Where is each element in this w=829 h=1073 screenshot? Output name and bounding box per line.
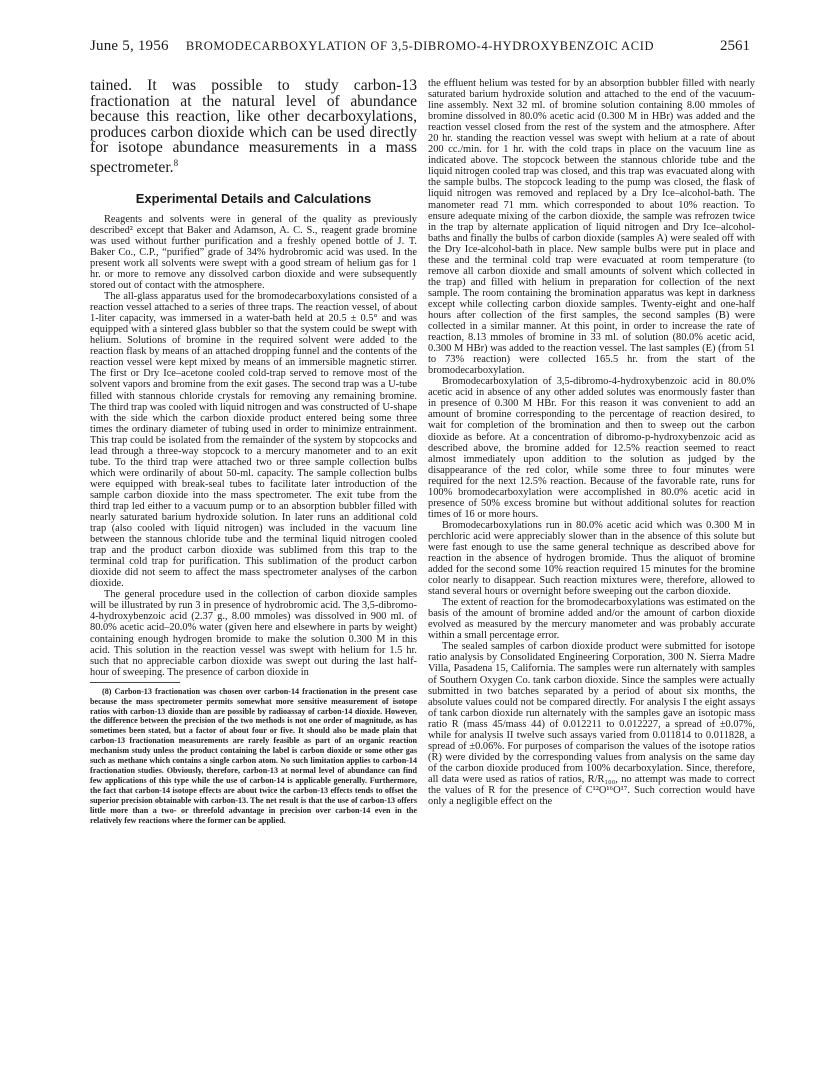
page-number: 2561 xyxy=(720,38,750,54)
footnote-ref: 8 xyxy=(173,157,179,168)
header-title: BROMODECARBOXYLATION OF 3,5-DIBROMO-4-HYDROXYBENZOIC ACID xyxy=(185,39,655,53)
paragraph-procedure-continued: the effluent helium was tested for by an absorption bubbler filled with nearly saturated barium hydroxide solution and attached to the end of the vacuum-line assembly. Next 32 ml. of bromine solution containing 8.00 mmoles of bromine dissolved in 80.0% acetic acid (0.300 M in HBr) was added and the reaction vessel closed from the rest of the system and the atmosphere. After 20 hr. standing the reaction vessel was swept with helium at a rate of about 200 cc./min. for 1 hr. with the cold traps in place on the vacuum line as indicated above. The stopcock between the stannous chloride tube and the liquid nitrogen cooled trap was closed, and this trap was evacuated along with the sample bulbs. The stopcock leading to the pump was closed, the flask of liquid nitrogen was removed and replaced by a Dry Ice–alcohol-bath. The manometer read 71 mm. which corresponded to about 10% reaction. To ensure adequate mixing of the carbon dioxide, the sample was refrozen twice in the trap by alternate application of liquid nitrogen and Dry Ice–alcohol-baths and finally the bulbs of carbon dioxide (samples A) were sealed off with the Dry Ice-alcohol-bath in place. New sample bulbs were put in place and these and the terminal cold trap were evacuated at room temperature (to remove all carbon dioxide and small amounts of solvent which collected in the trap) and filled with helium in preparation for collection of the next sample. The room containing the bromination apparatus was kept in darkness except while collecting carbon dioxide samples. Twenty-eight and one-half hours after collection of the first samples, the second samples (B) were collected in a similar manner. At this point, in order to increase the rate of reaction, 8.13 mmoles of bromine in 33 ml. of solution (80.0% acetic acid, 0.300 M HBr) was added to the reaction vessel. The last samples (E) (from 51 to 73% reaction) were collected 165.5 hr. from the start of the bromodecarboxylation. xyxy=(428,78,755,377)
header-date: June 5, 1956 xyxy=(90,38,169,54)
paragraph-apparatus: The all-glass apparatus used for the bromodecarboxylations consisted of a reaction vessel attached to a series of three traps. The reaction vessel, of about 1-liter capacity, was immersed in a water-bath held at 20.5 ± 0.5° and was equipped with a sintered glass bubbler so that the system could be swept with helium. Solutions of bromine in the required solvent were added to the reaction flask by means of an attached dropping funnel and the contents of the reaction vessel were kept mixed by means of an immersible magnetic stirrer. The first or Dry Ice–acetone cooled cold-trap served to remove most of the solvent vapors and bromine from the exit gases. The second trap was a U-tube filled with stannous chloride crystals for removing any remaining bromine. The third trap was cooled with liquid nitrogen and was constructed of U-shape with the side which the carbon dioxide product entered being some three times the ordinary diameter of tubing used in order to minimize entrainment. This trap could be isolated from the remainder of the system by stopcocks and lead through a three-way stopcock to a mercury manometer and to an exit tube. To the third trap were attached two or three sample collection bulbs which were ordinarily of about 50-ml. capacity. The sample collection bulbs were equipped with break-seal tubes to facilitate later introduction of the sample carbon dioxide into the mass spectrometer. The exit tube from the third trap led either to a vacuum pump or to an absorption bubbler filled with nearly saturated barium hydroxide solution. In later runs an additional cold trap (also cooled with liquid nitrogen) was included in the vacuum line between the stannous chloride tube and the terminal liquid nitrogen cooled trap and the product carbon dioxide was sublimed from this trap to the terminal cold trap for purification. This sublimation of the product carbon dioxide did not seem to affect the mass spectrometer analyses of the carbon dioxide. xyxy=(90,291,417,590)
paragraph-absence-solutes: Bromodecarboxylation of 3,5-dibromo-4-hydroxybenzoic acid in 80.0% acetic acid in absence of any other added solutes was enormously faster than in presence of 0.300 M HBr. For this reason it was convenient to add an amount of bromine corresponding to the percentage of reaction desired, to wait for completion of the bromination and then to sweep out the carbon dioxide as before. At a concentration of dibromo-p-hydroxybenzoic acid as described above, the bromine added for 12.5% reaction seemed to react almost immediately upon addition to the solution as judged by the disappearance of the red color, while some three to four minutes were required for the next 12.5% reaction. Because of the favorable rate, runs for 100% bromodecarboxylation were accomplished in 80.0% acetic acid in presence of 50% excess bromine but without additional solutes for reaction times of 16 or more hours. xyxy=(428,376,755,520)
running-header xyxy=(90,38,750,58)
paragraph-extent: The extent of reaction for the bromodecarboxylations was estimated on the basis of the amount of bromine added and/or the amount of carbon dioxide evolved as measured by the mercury manometer and was probably accurate within a small percentage error. xyxy=(428,597,755,642)
lead-text: tained. It was possible to study carbon-13 fractionation at the natural level of abundance because this reaction, like other decarboxylations, produces carbon dioxide which can be used directly for isotope abundance measurements in a mass spectrometer. xyxy=(90,77,417,177)
footnote-divider xyxy=(90,682,180,683)
left-column xyxy=(90,78,417,825)
paragraph-perchloric: Bromodecarboxylations run in 80.0% acetic acid which was 0.300 M in perchloric acid were appreciably slower than in the absence of this solute but were fast enough to use the same general technique as described above for reaction in the absence of hydrogen bromide. Thus the aliquot of bromine added for the second some 10% reaction required 15 minutes for the bromine color nearly to disappear. Such reaction mixtures were, therefore, allowed to stand several hours or overnight before sweeping out the carbon dioxide. xyxy=(428,519,755,598)
section-heading: Experimental Details and Calculations xyxy=(135,190,372,206)
paragraph-procedure: The general procedure used in the collection of carbon dioxide samples will be illustrated by run 3 in presence of hydrobromic acid. The 3,5-dibromo-4-hydroxybenzoic acid (2.37 g., 8.00 mmoles) was dissolved in 900 ml. of 80.0% acetic acid–20.0% water (given here and elsewhere in parts by weight) containing enough hydrogen bromide to make the solution 0.300 M in this acid. This solution in the reaction vessel was swept with helium for 1.5 hr. such that no appreciable carbon dioxide was swept out during the last half-hour of sweeping. The presence of carbon dioxide in xyxy=(90,589,417,678)
right-column xyxy=(428,78,755,807)
footnote-8: (8) Carbon-13 fractionation was chosen over carbon-14 fractionation in the present case because the mass spectrometer permits somewhat more sensitive measurement of isotope ratios with carbon-13 dioxide than are possible by radioassay of carbon-14 dioxide. However, the difference between the precision of the two methods is not one order of magnitude, as has sometimes been stated, but a factor of about four or five. It should also be made plain that carbon-13 fractionation measurements are rarely feasible as part of an organic reaction mechanism study unless the product containing the label is carbon dioxide or some other gas such as methane which contains a single carbon atom. No such limitation applies to carbon-14 fractionation studies. Obviously, therefore, carbon-13 at normal level of abundance can find few applications of this type while the use of carbon-14 is applicable generally. Furthermore, the fact that carbon-14 isotope effects are about twice the carbon-13 effects tends to offset the superior precision obtainable with carbon-13. The net result is that the use of carbon-13 offers little more than a two- or threefold advantage in precision over carbon-14 even in the relatively few reactions where the former can be applied. xyxy=(90,686,417,825)
paragraph-isotope-analysis: The sealed samples of carbon dioxide product were submitted for isotope ratio analysis by Consolidated Engineering Corporation, 300 N. Sierra Madre Villa, Pasadena 15, California. The samples were run alternately with samples of Southern Oxygen Co. tank carbon dioxide. Since the samples were actually submitted in two batches separated by a period of about six months, the absolute values could not be compared directly. For analysis I the eight assays of tank carbon dioxide run alternately with the samples gave an isotopic mass ratio R (mass 45/mass 44) of 0.012211 to 0.012227, a spread of ±0.07%, while for analysis II twelve such assays varied from 0.011814 to 0.011828, a spread of ±0.06%. For purposes of comparison the values of the isotope ratios (R) were divided by the corresponding values from analysis on the same day of the carbon dioxide produced from 100% decarboxylation. Since, therefore, all data were used as ratios of ratios, R/R₁₀₀, no attempt was made to correct the values of R for the presence of C¹²O¹⁶O¹⁷. Such correction would have only a negligible effect on the xyxy=(428,641,755,808)
lead-paragraph xyxy=(90,78,417,176)
paragraph-reagents: Reagents and solvents were in general of the quality as previously described² except that Baker and Adamson, A. C. S., reagent grade bromine was used without further purification and a freshly opened bottle of J. T. Baker Co., C.P., “purified” grade of 34% hydrobromic acid was used. In the present work all solvents were swept with a good stream of helium gas for 1 hr. or more to remove any dissolved carbon dioxide and were subsequently stored out of contact with the atmosphere. xyxy=(90,213,417,292)
